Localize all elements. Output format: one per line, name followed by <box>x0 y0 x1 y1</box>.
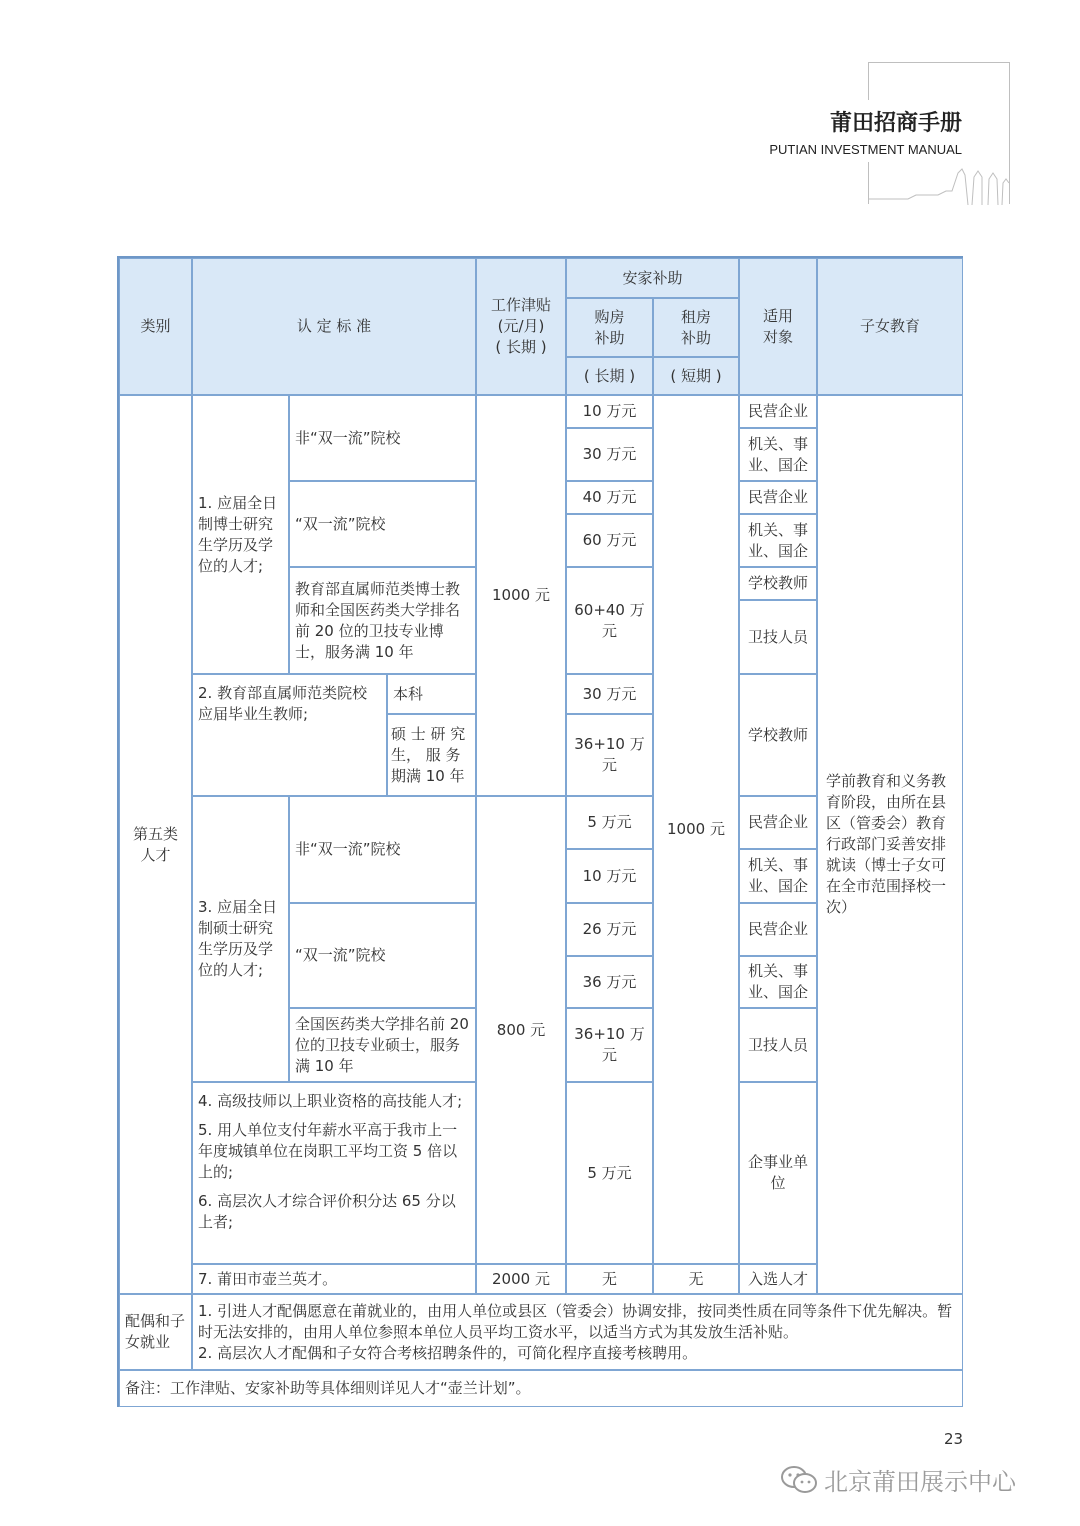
allowance-cell-1000: 1000 元 <box>476 395 566 796</box>
col-header-category: 类别 <box>119 258 192 395</box>
buy-cell: 40 万元 <box>566 481 653 514</box>
buy-cell: 无 <box>566 1264 653 1294</box>
category-cell: 第五类 人才 <box>119 395 192 1294</box>
education-cell: 学前教育和义务教育阶段，由所在县区（管委会）教育行政部门妥善安排就读（博士子女可在全市范围择校一次） <box>817 395 963 1294</box>
wechat-icon <box>780 1465 818 1495</box>
target-cell: 卫技人员 <box>739 1008 817 1082</box>
col-header-settle: 安家补助 <box>566 258 739 298</box>
manual-subtitle: PUTIAN INVESTMENT MANUAL <box>769 142 962 157</box>
col-header-rent: 租房 补助 <box>653 298 739 357</box>
spouse-text: 1. 引进人才配偶愿意在莆就业的，由用人单位或县区（管委会）协调安排，按同类性质在同等条件下优先解决。暂时无法安排的，由用人单位参照本单位人员平均工资水平，以适当方式为其发放生活补贴。 2. 高层次人才配偶和子女符合考核招聘条件的，可简化程序直接考核聘用。 <box>192 1294 963 1370</box>
buy-cell: 36+10 万元 <box>566 714 653 796</box>
col-header-buy-term: ( 长期 ) <box>566 357 653 395</box>
group3-sub1: 非“双一流”院校 <box>289 796 476 903</box>
col-header-allowance: 工作津贴 (元/月) ( 长期 ) <box>476 258 566 395</box>
target-cell: 学校教师 <box>739 674 817 796</box>
col-header-target: 适用 对象 <box>739 258 817 395</box>
rent-cell-main: 1000 元 <box>653 395 739 1264</box>
target-cell: 机关、事业、国企 <box>739 514 817 567</box>
talent-policy-table <box>117 256 963 1407</box>
target-cell: 机关、事业、国企 <box>739 849 817 903</box>
col-header-buy: 购房 补助 <box>566 298 653 357</box>
buy-cell: 10 万元 <box>566 849 653 903</box>
rent-cell-g7: 无 <box>653 1264 739 1294</box>
buy-cell: 60 万元 <box>566 514 653 567</box>
watermark-text: 北京莆田展示中心 <box>824 1468 1016 1496</box>
target-cell: 入选人才 <box>739 1264 817 1294</box>
target-cell: 民营企业 <box>739 395 817 428</box>
target-cell: 机关、事业、国企 <box>739 956 817 1008</box>
skyline-decoration <box>868 165 1010 205</box>
page-number: 23 <box>944 1430 964 1448</box>
group2-label: 2. 教育部直属师范类院校应届毕业生教师; <box>192 674 387 796</box>
col-header-standard: 认 定 标 准 <box>192 258 476 395</box>
buy-cell: 36 万元 <box>566 956 653 1008</box>
target-cell: 民营企业 <box>739 481 817 514</box>
col-header-rent-term: ( 短期 ) <box>653 357 739 395</box>
group1-sub2: “双一流”院校 <box>289 481 476 567</box>
group3-label: 3. 应届全日制硕士研究生学历及学位的人才; <box>192 796 289 1082</box>
group2-sub2: 硕 士 研 究 生， 服 务 期满 10 年 <box>387 714 476 796</box>
group1-sub3: 教育部直属师范类博士教师和全国医药类大学排名前 20 位的卫技专业博士，服务满 10 年 <box>289 567 476 674</box>
target-cell: 机关、事业、国企 <box>739 428 817 481</box>
group1-label: 1. 应届全日制博士研究生学历及学位的人才; <box>192 395 289 674</box>
allowance-cell-2000: 2000 元 <box>476 1264 566 1294</box>
target-cell: 卫技人员 <box>739 600 817 674</box>
allowance-cell-800: 800 元 <box>476 796 566 1264</box>
buy-cell: 36+10 万元 <box>566 1008 653 1082</box>
spouse-label: 配偶和子女就业 <box>119 1294 192 1370</box>
target-cell: 民营企业 <box>739 903 817 956</box>
buy-cell: 30 万元 <box>566 428 653 481</box>
buy-cell: 10 万元 <box>566 395 653 428</box>
group2-sub1: 本科 <box>387 674 476 714</box>
buy-cell: 5 万元 <box>566 1082 653 1264</box>
group3-sub3: 全国医药类大学排名前 20 位的卫技专业硕士，服务满 10 年 <box>289 1008 476 1082</box>
target-cell: 企事业单位 <box>739 1082 817 1264</box>
group3-sub2: “双一流”院校 <box>289 903 476 1008</box>
manual-title: 莆田招商手册 <box>829 111 962 136</box>
group4-6-label: 4. 高级技师以上职业资格的高技能人才; 5. 用人单位支付年薪水平高于我市上一年度城镇单位在岗职工平均工资 5 倍以上的; 6. 高层次人才综合评价积分达 65 分以上者; <box>192 1082 476 1264</box>
watermark <box>780 1462 1016 1497</box>
target-cell: 学校教师 <box>739 567 817 600</box>
group7-label: 7. 莆田市壶兰英才。 <box>192 1264 476 1294</box>
group1-sub1: 非“双一流”院校 <box>289 395 476 481</box>
target-cell: 民营企业 <box>739 796 817 849</box>
buy-cell: 26 万元 <box>566 903 653 956</box>
table-note: 备注：工作津贴、安家补助等具体细则详见人才“壶兰计划”。 <box>119 1370 963 1407</box>
buy-cell: 30 万元 <box>566 674 653 714</box>
col-header-education: 子女教育 <box>817 258 963 395</box>
buy-cell: 60+40 万元 <box>566 567 653 674</box>
buy-cell: 5 万元 <box>566 796 653 849</box>
